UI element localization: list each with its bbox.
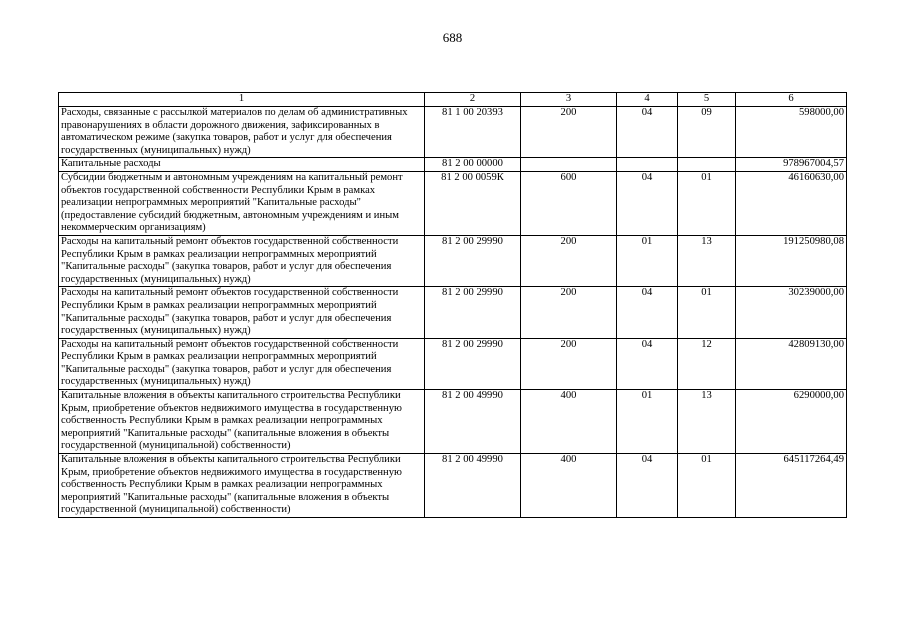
row-subsection: 01	[678, 171, 736, 235]
row-description: Капитальные вложения в объекты капитального строительства Республики Крым, приобретение объектов недвижимого имущества в государственную собственность Республики Крым в рамках реализации непрограммных мероприятий "Капитальные расходы" (капитальные вложения в объекты государственной (муниципальной) собственности)	[59, 390, 425, 454]
row-amount: 978967004,57	[736, 158, 847, 172]
row-amount: 42809130,00	[736, 338, 847, 389]
budget-table	[58, 92, 847, 518]
row-expense-type: 200	[521, 338, 617, 389]
row-expense-type: 200	[521, 235, 617, 286]
row-amount: 6290000,00	[736, 390, 847, 454]
row-section	[617, 158, 678, 172]
row-target-code: 81 2 00 29990	[425, 235, 521, 286]
row-target-code: 81 2 00 49990	[425, 454, 521, 518]
row-description: Расходы, связанные с рассылкой материалов по делам об административных правонарушениях в области дорожного движения, зафиксированных в автоматическом режиме (закупка товаров, работ и услуг для обеспечения государственных (муниципальных) нужд)	[59, 107, 425, 158]
row-expense-type: 600	[521, 171, 617, 235]
row-target-code: 81 2 00 00000	[425, 158, 521, 172]
row-description: Расходы на капитальный ремонт объектов государственной собственности Республики Крым в рамках реализации непрограммных мероприятий "Капитальные расходы" (закупка товаров, работ и услуг для обеспечения государственных (муниципальных) нужд)	[59, 235, 425, 286]
row-subsection: 01	[678, 454, 736, 518]
row-description: Капитальные вложения в объекты капитального строительства Республики Крым, приобретение объектов недвижимого имущества в государственную собственность Республики Крым в рамках реализации непрограммных мероприятий "Капитальные расходы" (капитальные вложения в объекты государственной (муниципальной) собственности)	[59, 454, 425, 518]
row-subsection: 13	[678, 390, 736, 454]
row-expense-type: 200	[521, 107, 617, 158]
column-header: 1	[59, 93, 425, 107]
table-header-row	[59, 93, 847, 107]
table-row	[59, 287, 847, 338]
row-subsection: 09	[678, 107, 736, 158]
page-number: 688	[442, 30, 463, 45]
row-expense-type: 400	[521, 454, 617, 518]
row-amount: 30239000,00	[736, 287, 847, 338]
column-header: 5	[678, 93, 736, 107]
table-row	[59, 454, 847, 518]
row-target-code: 81 2 00 49990	[425, 390, 521, 454]
row-section: 04	[617, 338, 678, 389]
row-subsection: 01	[678, 287, 736, 338]
row-subsection: 12	[678, 338, 736, 389]
row-amount: 645117264,49	[736, 454, 847, 518]
table-row	[59, 158, 847, 172]
row-section: 04	[617, 287, 678, 338]
row-expense-type: 400	[521, 390, 617, 454]
row-target-code: 81 2 00 0059К	[425, 171, 521, 235]
table-row	[59, 338, 847, 389]
row-description: Капитальные расходы	[59, 158, 425, 172]
row-description: Расходы на капитальный ремонт объектов государственной собственности Республики Крым в рамках реализации непрограммных мероприятий "Капитальные расходы" (закупка товаров, работ и услуг для обеспечения государственных (муниципальных) нужд)	[59, 338, 425, 389]
table-row	[59, 390, 847, 454]
row-section: 01	[617, 235, 678, 286]
row-section: 04	[617, 107, 678, 158]
row-expense-type: 200	[521, 287, 617, 338]
row-section: 04	[617, 171, 678, 235]
row-description: Субсидии бюджетным и автономным учреждениям на капитальный ремонт объектов государственной собственности Республики Крым в рамках реализации непрограммных мероприятий "Капитальные расходы" (предоставление субсидий бюджетным, автономным учреждениям и иным некоммерческим организациям)	[59, 171, 425, 235]
row-target-code: 81 2 00 29990	[425, 287, 521, 338]
row-description: Расходы на капитальный ремонт объектов государственной собственности Республики Крым в рамках реализации непрограммных мероприятий "Капитальные расходы" (закупка товаров, работ и услуг для обеспечения государственных (муниципальных) нужд)	[59, 287, 425, 338]
table-row	[59, 107, 847, 158]
row-subsection: 13	[678, 235, 736, 286]
row-section: 04	[617, 454, 678, 518]
table-row	[59, 171, 847, 235]
row-section: 01	[617, 390, 678, 454]
row-expense-type	[521, 158, 617, 172]
row-subsection	[678, 158, 736, 172]
row-target-code: 81 1 00 20393	[425, 107, 521, 158]
row-amount: 46160630,00	[736, 171, 847, 235]
column-header: 2	[425, 93, 521, 107]
table-row	[59, 235, 847, 286]
column-header: 4	[617, 93, 678, 107]
row-amount: 191250980,08	[736, 235, 847, 286]
row-amount: 598000,00	[736, 107, 847, 158]
column-header: 6	[736, 93, 847, 107]
row-target-code: 81 2 00 29990	[425, 338, 521, 389]
column-header: 3	[521, 93, 617, 107]
